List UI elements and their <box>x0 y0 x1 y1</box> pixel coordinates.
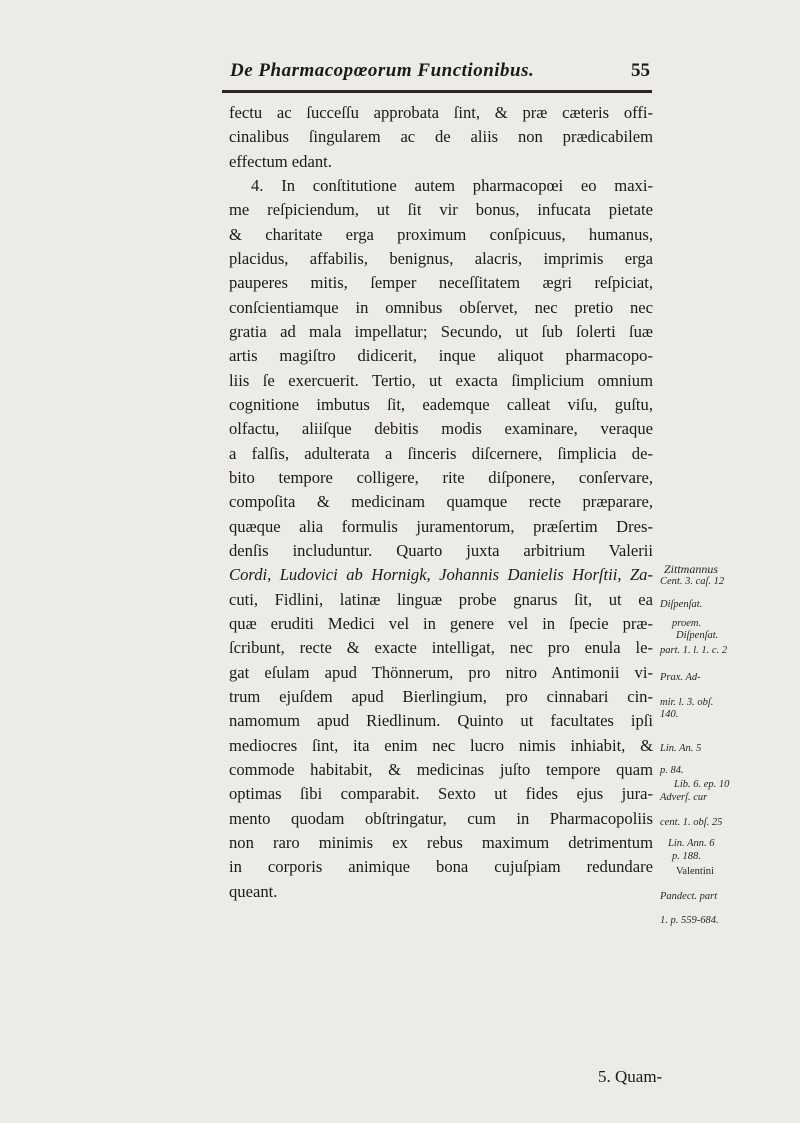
text-line: artis magiſtro didicerit, inque aliquot pharmacopo- <box>229 346 653 366</box>
text-line: cinalibus ſingularem ac de aliis non prædicabilem <box>229 127 653 147</box>
body-text <box>229 101 653 904</box>
text-line: optimas ſibi comparabit. Sexto ut fides ejus jura- <box>229 784 653 804</box>
text-line: me reſpiciendum, ut ſit vir bonus, infucata pietate <box>229 200 653 220</box>
text-line: bito tempore colligere, rite diſponere, conſervare, <box>229 467 653 487</box>
margin-note: Lib. 6. ep. 10 <box>674 779 730 790</box>
text-line: queant. <box>229 881 278 901</box>
text-line: effectum edant. <box>229 151 332 171</box>
margin-note: Lin. Ann. 6 <box>668 838 715 849</box>
margin-note: 140. <box>660 709 679 720</box>
margin-note: Valentini <box>676 866 714 877</box>
text-line: mediocres ſint, ita enim nec lucro nimis inhiabit, & <box>229 735 653 755</box>
margin-note: Diſpenſat. <box>676 630 719 641</box>
text-line: gratia ad mala impellatur; Secundo, ut ſub ſolerti ſuæ <box>229 321 653 341</box>
text-line: ſcribunt, recte & exacte intelligat, nec pro enula le- <box>229 638 653 658</box>
text-line: namomum apud Riedlinum. Quinto ut facultates ipſi <box>229 711 653 731</box>
margin-note: mir. l. 3. obſ. <box>660 697 714 708</box>
text-line: olfactu, aliiſque debitis modis examinare, veraque <box>229 419 653 439</box>
text-line: quæque alia formulis juramentorum, præſertim Dres- <box>229 516 653 536</box>
text-line: pauperes mitis, ſemper neceſſitatem ægri reſpiciat, <box>229 273 653 293</box>
margin-notes <box>660 0 800 1123</box>
text-line: liis ſe exercuerit. Tertio, ut exacta ſimplicium omnium <box>229 370 653 390</box>
margin-note: Prax. Ad- <box>660 672 701 683</box>
text-line: & charitate erga proximum conſpicuus, humanus, <box>229 224 653 244</box>
page-number: 55 <box>631 60 650 81</box>
text-line: Cordi, Ludovici ab Hornigk, Johannis Danielis Horſtii, Za- <box>229 565 653 585</box>
text-line: compoſita & medicinam quamque recte præparare, <box>229 492 653 512</box>
margin-note: p. 84. <box>660 765 684 776</box>
margin-note: part. 1. l. 1. c. 2 <box>660 645 728 656</box>
text-line: conſcientiamque in omnibus obſervet, nec pretio nec <box>229 297 653 317</box>
catchword: 5. Quam- <box>598 1067 663 1086</box>
margin-note: 1. p. 559-684. <box>660 915 719 926</box>
margin-note: Pandect. part <box>660 891 718 902</box>
margin-note: proem. <box>672 618 702 629</box>
text-line: commode habitabit, & medicinas juſto tempore quam <box>229 759 653 779</box>
margin-note: Zittmannus <box>664 562 719 576</box>
text-line: mento quodam obſtringatur, cum in Pharmacopoliis <box>229 808 653 828</box>
text-line: cognitione imbutus ſit, eademque calleat viſu, guſtu, <box>229 394 653 414</box>
text-line: non raro minimis ex rebus maximum detrimentum <box>229 832 653 852</box>
margin-note: cent. 1. obſ. 25 <box>660 817 723 828</box>
text-line: a falſis, adulterata a ſinceris diſcernere, ſimplicia de- <box>229 443 653 463</box>
header-rule <box>222 90 652 93</box>
text-line: 4. In conſtitutione autem pharmacopœi eo maxi- <box>251 175 653 195</box>
text-line: in corporis animique bona cujuſpiam redundare <box>229 857 653 877</box>
text-line: trum ejuſdem apud Bierlingium, pro cinnabari cin- <box>229 686 653 706</box>
margin-note: Diſpenſat. <box>660 599 703 610</box>
running-title: De Pharmacopœorum Functionibus. <box>230 60 535 81</box>
text-line: quæ eruditi Medici vel in genere vel in ſpecie præ- <box>229 613 653 633</box>
text-line: fectu ac ſucceſſu approbata ſint, & præ cæteris offi- <box>229 103 653 122</box>
text-line: cuti, Fidlini, latinæ linguæ probe gnarus ſit, ut ea <box>229 589 653 609</box>
text-line: placidus, affabilis, benignus, alacris, imprimis erga <box>229 248 653 268</box>
margin-note: p. 188. <box>672 851 701 862</box>
margin-note: Adverſ. cur <box>660 792 708 803</box>
page-header <box>230 60 650 90</box>
margin-note: Lin. An. 5 <box>660 743 702 754</box>
margin-note: Cent. 3. caſ. 12 <box>660 576 725 587</box>
text-line: denſis includuntur. Quarto juxta arbitrium Valerii <box>229 540 653 560</box>
text-line: gat eſulam apud Thönnerum, pro nitro Antimonii vi- <box>229 662 653 682</box>
